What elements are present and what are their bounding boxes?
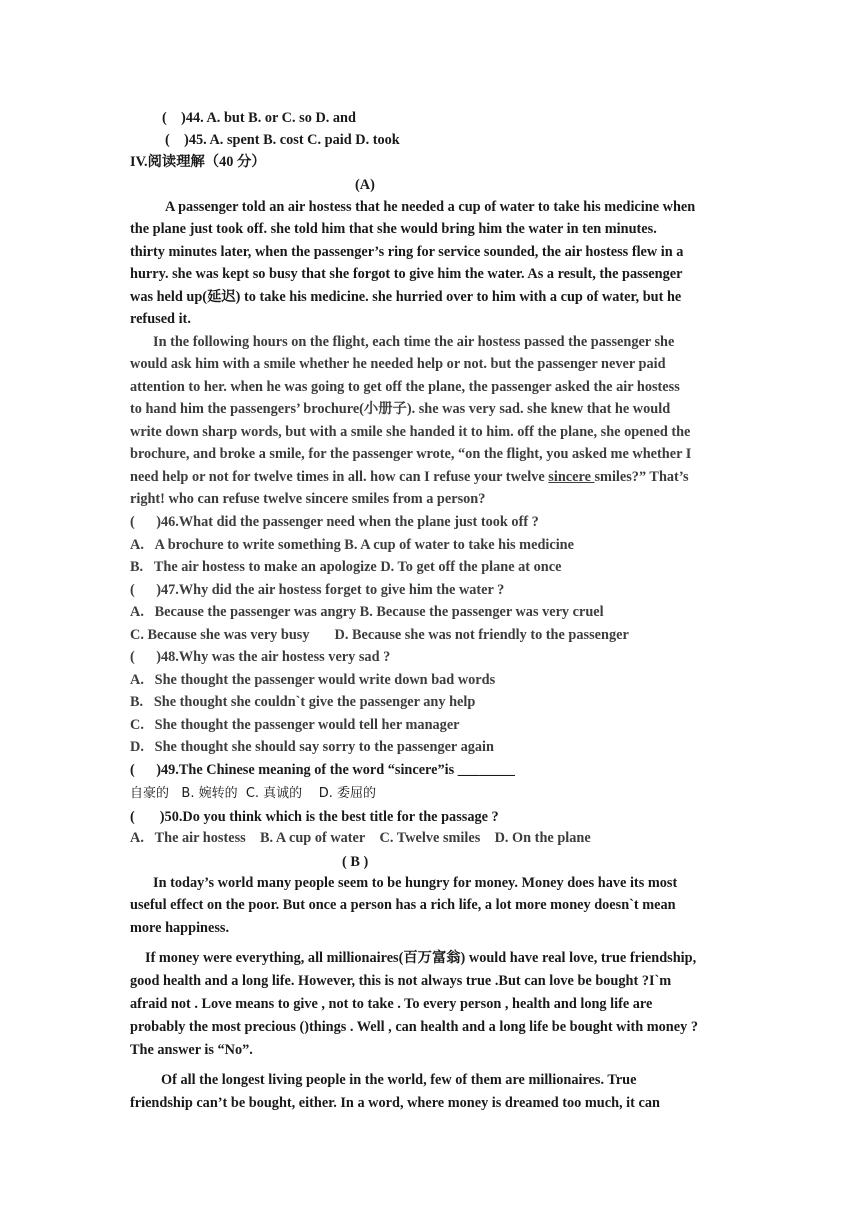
passage-b-label: ( B ) (342, 854, 369, 870)
question-47-options: C. Because she was very busy D. Because she was not friendly to the passenger (130, 627, 629, 643)
question-44: ( )44. A. but B. or C. so D. and (162, 110, 356, 126)
question-48-option: C. She thought the passenger would tell her manager (130, 717, 460, 733)
question-50-options: A. The air hostess B. A cup of water C. Twelve smiles D. On the plane (130, 830, 591, 846)
question-46: ( )46.What did the passenger need when the plane just took off ? (130, 514, 539, 530)
passage-a-line: thirty minutes later, when the passenger’s ring for service sounded, the air hostess flew in a (130, 244, 684, 260)
question-49-options: 自豪的 B. 婉转的 C. 真诚的 D. 委屈的 (130, 786, 376, 801)
passage-a-line: the plane just took off. she told him that she would bring him the water in ten minutes. (130, 221, 657, 237)
passage-a-line: would ask him with a smile whether he needed help or not. but the passenger never paid (130, 356, 666, 372)
passage-b-line: The answer is “No”. (130, 1042, 253, 1058)
underlined-word: sincere (548, 469, 595, 485)
question-45: ( )45. A. spent B. cost C. paid D. took (165, 132, 400, 148)
passage-b-line: Of all the longest living people in the world, few of them are millionaires. True (161, 1072, 637, 1088)
question-48: ( )48.Why was the air hostess very sad ? (130, 649, 391, 665)
question-46-options: B. The air hostess to make an apologize D. To get off the plane at once (130, 559, 562, 575)
passage-a-line: refused it. (130, 311, 191, 327)
passage-a-line (130, 466, 689, 489)
question-46-options: A. A brochure to write something B. A cup of water to take his medicine (130, 537, 574, 553)
passage-a-line: A passenger told an air hostess that he needed a cup of water to take his medicine when (165, 199, 696, 215)
passage-a-line: In the following hours on the flight, each time the air hostess passed the passenger she (153, 334, 675, 350)
question-47: ( )47.Why did the air hostess forget to give him the water ? (130, 582, 505, 598)
passage-a-line: to hand him the passengers’ brochure(小册子). she was very sad. she knew that he would (130, 401, 671, 417)
passage-a-line: right! who can refuse twelve sincere smiles from a person? (130, 491, 486, 507)
passage-b-line: In today’s world many people seem to be hungry for money. Money does have its most (153, 875, 678, 891)
passage-b-line: good health and a long life. However, this is not always true .But can love be bought ?I`m (130, 973, 672, 989)
question-47-options: A. Because the passenger was angry B. Because the passenger was very cruel (130, 604, 604, 620)
passage-a-line: was held up(延迟) to take his medicine. she hurried over to him with a cup of water, but he (130, 289, 682, 305)
passage-b-line: afraid not . Love means to give , not to take . To every person , health and long life are (130, 996, 653, 1012)
question-48-option: A. She thought the passenger would write down bad words (130, 672, 496, 688)
passage-a-line: attention to her. when he was going to get off the plane, the passenger asked the air hostess (130, 379, 680, 395)
passage-b-line: If money were everything, all millionaires(百万富翁) would have real love, true friendship, (145, 950, 697, 966)
question-50: ( )50.Do you think which is the best title for the passage ? (130, 809, 499, 825)
question-49: ( )49.The Chinese meaning of the word “sincere”is ________ (130, 762, 515, 778)
passage-b-line: more happiness. (130, 920, 230, 936)
passage-a-text: smiles?” That’s (594, 469, 689, 485)
passage-b-line: useful effect on the poor. But once a person has a rich life, a lot more money doesn`t mean (130, 897, 676, 913)
passage-b-line: probably the most precious ()things . Well , can health and a long life be bought with money ? (130, 1019, 698, 1035)
question-48-option: D. She thought she should say sorry to the passenger again (130, 739, 494, 755)
passage-b-line: friendship can’t be bought, either. In a word, where money is dreamed too much, it can (130, 1095, 660, 1111)
question-48-option: B. She thought she couldn`t give the passenger any help (130, 694, 476, 710)
passage-a-line: write down sharp words, but with a smile she handed it to him. off the plane, she opened the (130, 424, 691, 440)
passage-a-text: need help or not for twelve times in all. how can I refuse your twelve (130, 469, 549, 485)
passage-a-label: (A) (355, 177, 375, 193)
passage-a-line: brochure, and broke a smile, for the passenger wrote, “on the flight, you asked me whether I (130, 446, 692, 462)
section-heading: IV.阅读理解（40 分） (130, 154, 266, 170)
passage-a-line: hurry. she was kept so busy that she forgot to give him the water. As a result, the passenger (130, 266, 683, 282)
